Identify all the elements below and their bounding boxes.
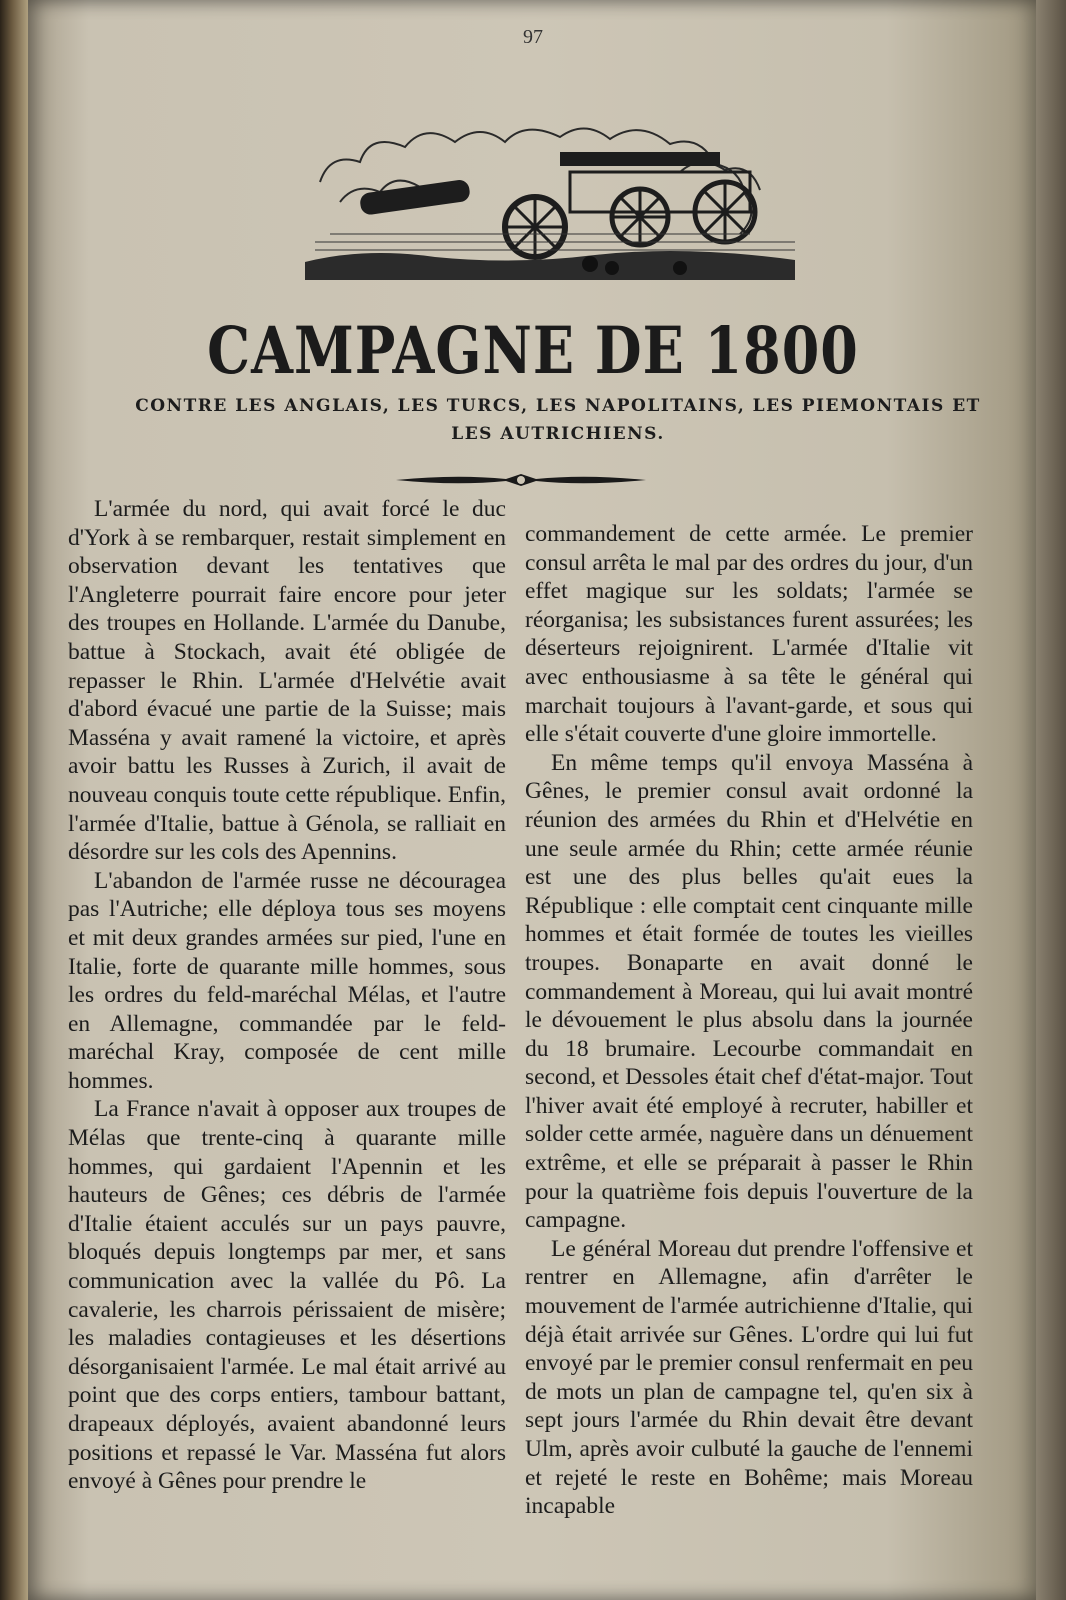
page-number: 97 <box>523 26 543 48</box>
paragraph: L'armée du nord, qui avait forcé le duc d'York à se rembarquer, restait simplement en observation devant les tentatives que l'Angleterre pourrait faire encore pour jeter des troupes en Hollande. L'armée du Danube, battue à Stockach, avait été obligée de repasser le Rhin. L'armée d'Helvétie avait d'abord évacué une partie de la Suisse; mais Masséna y avait ramené la victoire, et après avoir battu les Russes à Zurich, il avait de nouveau conquis toute cette république. Enfin, l'armée d'Italie, battue à Génola, se ralliait en désordre sur les cols des Apennins. <box>68 496 506 866</box>
artillery-vignette <box>300 92 820 292</box>
chapter-subtitle: CONTRE LES ANGLAIS, LES TURCS, LES NAPOLITAINS, LES PIEMONTAIS ET LES AUTRICHIENS. <box>135 396 981 444</box>
chapter-title: CAMPAGNE DE 1800 <box>207 312 859 389</box>
paragraph: Le général Moreau dut prendre l'offensive et rentrer en Allemagne, afin d'arrêter le mouvement de l'armée autrichienne d'Italie, qui déjà était arrivée sur Gênes. L'ordre qui lui fut envoyé par le premier consul renfermait en peu de mots un plan de campagne tel, qu'en six à sept jours l'armée du Rhin devait être devant Ulm, après avoir culbuté la gauche de l'ennemi et rejeté le reste en Bohême; mais Moreau incapable <box>525 1235 973 1520</box>
book-page <box>28 0 1038 1600</box>
paragraph: L'abandon de l'armée russe ne découragea pas l'Autriche; elle déploya tous ses moyens et mit deux grandes armées sur pied, l'une en Italie, forte de quarante mille hommes, sous les ordres du feld-maréchal Mélas, et l'autre en Allemagne, commandée par le feld-maréchal Kray, composée de cent mille hommes. <box>68 867 506 1094</box>
paragraph: commandement de cette armée. Le premier consul arrêta le mal par des ordres du jour, d'un effet magique sur les soldats; l'armée se réorganisa; les subsistances furent assurées; les déserteurs rejoignirent. L'armée d'Italie vit avec enthousiasme à sa tête le général qui marchait toujours à l'avant-garde, et sous qui elle s'était couverte d'une gloire immortelle. <box>525 521 973 748</box>
adjacent-page-edge <box>1036 0 1066 1600</box>
book-spine <box>0 0 30 1600</box>
text-column-right <box>525 520 973 1521</box>
divider-ornament <box>396 470 646 490</box>
paragraph: En même temps qu'il envoya Masséna à Gênes, le premier consul avait ordonné la réunion des armées du Rhin et d'Helvétie en une seule armée du Rhin; cette armée réunie est une des plus belles qu'ait eues la République : elle comptait cent cinquante mille hommes et était formée de toutes les vieilles troupes. Bonaparte en avait donné le commandement à Moreau, qui lui avait montré le dévouement le plus absolu dans la journée du 18 brumaire. Lecourbe commandait en second, et Dessoles était chef d'état-major. Tout l'hiver avait été employé à recruter, habiller et solder cette armée, naguère dans un dénuement extrême, et elle se préparait à passer le Rhin pour la quatrième fois depuis l'ouverture de la campagne. <box>525 749 973 1234</box>
text-column-left <box>68 495 506 1496</box>
paragraph: La France n'avait à opposer aux troupes de Mélas que trente-cinq à quarante mille hommes, qui gardaient l'Apennin et les hauteurs de Gênes; ces débris de l'armée d'Italie étaient acculés sur un pays pauvre, bloqués depuis longtemps par mer, et sans communication avec la vallée du Pô. La cavalerie, les charrois périssaient de misère; les maladies contagieuses et les désertions désorganisaient l'armée. Le mal était arrivé au point que des corps entiers, tambour battant, drapeaux déployés, avaient abandonné leurs positions et repassé le Var. Masséna fut alors envoyé à Gênes pour prendre le <box>68 1096 506 1495</box>
